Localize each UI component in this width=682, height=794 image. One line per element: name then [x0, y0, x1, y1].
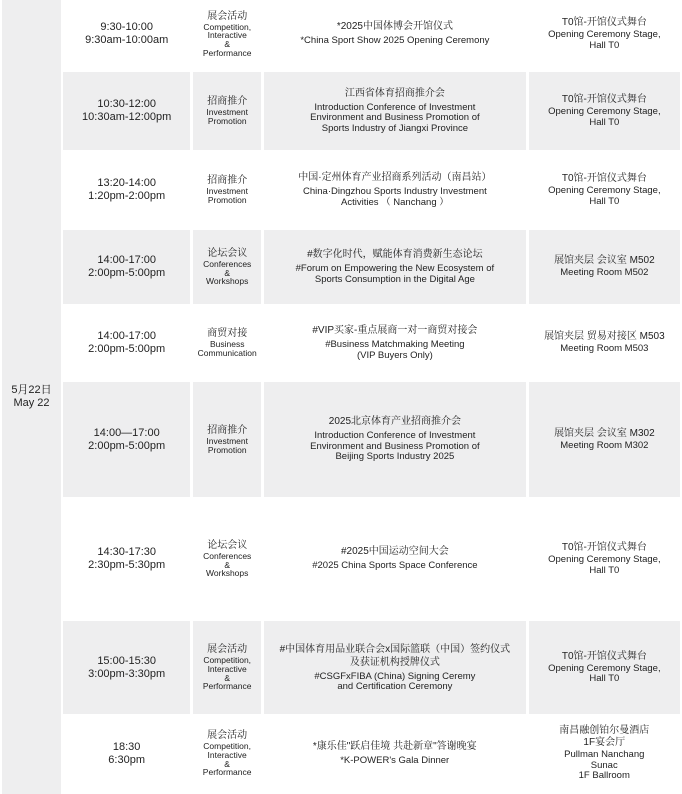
- date-en: May 22: [13, 397, 50, 409]
- venue-en-line: Pullman Nanchang Sunac: [564, 749, 645, 771]
- venue-cn: 展馆夹层 贸易对接区 M503: [544, 331, 665, 343]
- type-en-line: Performance: [202, 767, 252, 778]
- type-en-line: Promotion: [207, 116, 247, 126]
- time-24h: 10:30-12:00: [97, 98, 157, 110]
- event-en-line: Environment and Business Promotion of: [310, 112, 480, 124]
- time-12h: 3:00pm-3:30pm: [88, 667, 166, 680]
- event-cell: [264, 382, 526, 497]
- type-en-line: Investment: [206, 107, 248, 118]
- schedule-row: [63, 717, 680, 790]
- venue-cell: [529, 382, 680, 497]
- event-cn: *康乐佳"跃启佳境 共赴新章"答谢晚宴: [312, 740, 477, 752]
- venue-en-line: Opening Ceremony Stage,: [548, 662, 661, 674]
- time-12h: 1:20pm-2:00pm: [88, 190, 166, 202]
- time-cell: [63, 307, 190, 379]
- event-cn: 2025北京体育产业招商推介会: [328, 416, 462, 428]
- type-en-line: Investment: [206, 186, 248, 197]
- type-en-line: Competition,: [203, 655, 252, 666]
- time-cell: [63, 72, 190, 150]
- event-en-line: Sports Consumption in the Digital Age: [314, 273, 475, 285]
- time-cell: [63, 0, 190, 68]
- schedule-row: [63, 72, 680, 150]
- type-en-line: Investment: [206, 435, 248, 446]
- type-en-line: Promotion: [207, 195, 247, 205]
- type-en-line: Competition,: [203, 21, 252, 32]
- time-12h: 2:00pm-5:00pm: [88, 343, 166, 355]
- schedule-row: [63, 307, 680, 379]
- venue-cell: [529, 72, 680, 150]
- time-12h: 2:00pm-5:00pm: [88, 267, 166, 279]
- type-en-line: &: [224, 672, 230, 683]
- type-en-line: Promotion: [207, 444, 247, 455]
- type-en-line: Competition,: [203, 741, 251, 752]
- event-en-line: Introduction Conference of Investment: [314, 101, 476, 113]
- venue-en-line: Opening Ceremony Stage,: [548, 554, 661, 565]
- venue-cn: 展馆夹层 会议室 M502: [554, 255, 655, 267]
- time-12h: 9:30am-10:00am: [85, 34, 169, 46]
- event-en-line: #Forum on Empowering the New Ecosystem of: [295, 263, 495, 274]
- time-24h: 13:20-14:00: [97, 177, 157, 189]
- venue-cn: T0馆-开馆仪式舞台: [561, 173, 647, 184]
- type-en-line: Performance: [202, 47, 252, 58]
- event-en-line: Beijing Sports Industry 2025: [335, 451, 455, 463]
- event-en-line: Environment and Business Promotion of: [310, 440, 480, 452]
- type-cn: 论坛会议: [207, 248, 248, 260]
- venue-en-line: Hall T0: [589, 116, 620, 128]
- type-en-line: &: [224, 758, 230, 769]
- event-en-line: Activities （ Nanchang ）: [341, 196, 449, 208]
- type-cn: 论坛会议: [207, 540, 248, 552]
- event-en-line: *K-POWER's Gala Dinner: [340, 754, 450, 766]
- event-cn: #2025中国运动空间大会: [340, 546, 449, 558]
- time-24h: 14:00—17:00: [93, 426, 160, 439]
- time-12h: 2:30pm-5:30pm: [88, 559, 166, 571]
- event-cn: 中国·定州体育产业招商系列活动（南昌站）: [298, 172, 492, 183]
- event-cn: #数字化时代，赋能体育消费新生态论坛: [307, 249, 483, 260]
- venue-cell: [529, 717, 680, 790]
- event-en-line: and Certification Ceremony: [337, 681, 453, 692]
- event-cn: #VIP买家-重点展商一对一商贸对接会: [312, 325, 478, 336]
- venue-cn: T0馆-开馆仪式舞台: [561, 17, 647, 28]
- venue-cn: T0馆-开馆仪式舞台: [561, 94, 647, 105]
- venue-cn: T0馆-开馆仪式舞台: [561, 542, 647, 553]
- type-en-line: Interactive: [207, 749, 247, 760]
- time-24h: 9:30-10:00: [100, 21, 153, 33]
- venue-cn: 展馆夹层 会议室 M302: [554, 427, 655, 439]
- type-cell: [193, 153, 261, 227]
- schedule-row: [63, 621, 680, 714]
- type-cn: 商贸对接: [207, 328, 248, 340]
- venue-en-line: 1F Ballroom: [578, 770, 630, 782]
- venue-en-line: Hall T0: [589, 39, 620, 51]
- time-24h: 18:30: [112, 740, 141, 753]
- time-24h: 15:00-15:30: [97, 654, 157, 667]
- schedule-row: [63, 153, 680, 227]
- type-cell: [193, 230, 261, 304]
- event-cell: [264, 72, 526, 150]
- type-cell: [193, 500, 261, 618]
- type-en-line: Interactive: [207, 30, 247, 41]
- date-cn: 5月22日: [11, 384, 52, 396]
- schedule-row: [63, 382, 680, 497]
- time-cell: [63, 153, 190, 227]
- type-cn: 招商推介: [207, 96, 248, 108]
- type-cn: 展会活动: [207, 644, 248, 656]
- time-cell: [63, 500, 190, 618]
- schedule-row: [63, 500, 680, 618]
- event-en-line: #CSGFxFIBA (China) Signing Ceremy: [314, 670, 476, 682]
- venue-en-line: Meeting Room M502: [560, 267, 649, 279]
- time-24h: 14:00-17:00: [97, 254, 157, 266]
- venue-cn: 南昌融创铂尔曼酒店1F宴会厅: [559, 725, 650, 749]
- schedule-row: [63, 230, 680, 304]
- event-en-line: #Business Matchmaking Meeting: [325, 339, 465, 350]
- event-en-line: China·Dingzhou Sports Industry Investment: [303, 186, 487, 197]
- schedule-row: [63, 0, 680, 68]
- type-en-line: Business: [209, 339, 245, 350]
- type-cell: [193, 382, 261, 497]
- type-cell: [193, 621, 261, 714]
- type-cell: [193, 72, 261, 150]
- event-en-line: *China Sport Show 2025 Opening Ceremony: [300, 35, 490, 47]
- venue-en-line: Opening Ceremony Stage,: [548, 106, 661, 117]
- time-12h: 2:00pm-5:00pm: [88, 439, 166, 452]
- time-cell: [63, 382, 190, 497]
- type-cn: 展会活动: [207, 730, 248, 742]
- venue-cell: [529, 153, 680, 227]
- time-12h: 10:30am-12:00pm: [82, 111, 172, 123]
- date-cell: [2, 0, 61, 794]
- venue-en-line: Meeting Room M503: [560, 343, 649, 355]
- type-en-line: Workshops: [206, 568, 249, 579]
- type-cn: 招商推介: [207, 175, 248, 187]
- event-cell: [264, 621, 526, 714]
- event-cell: [264, 153, 526, 227]
- type-en-line: &: [224, 39, 231, 49]
- time-cell: [63, 717, 190, 790]
- venue-cell: [529, 621, 680, 714]
- venue-en-line: Meeting Room M302: [560, 439, 649, 451]
- event-cn: *2025中国体博会开馆仪式: [336, 21, 453, 33]
- venue-en-line: Hall T0: [589, 195, 620, 207]
- time-24h: 14:30-17:30: [97, 546, 157, 558]
- type-en-line: Conferences: [203, 551, 252, 562]
- type-en-line: Workshops: [206, 276, 249, 287]
- venue-cn: T0馆-开馆仪式舞台: [561, 650, 647, 662]
- time-cell: [63, 621, 190, 714]
- event-cell: [264, 307, 526, 379]
- type-cell: [193, 307, 261, 379]
- type-en-line: Performance: [202, 681, 252, 692]
- type-en-line: &: [224, 559, 231, 570]
- type-en-line: Interactive: [207, 663, 247, 674]
- type-en-line: &: [224, 267, 231, 278]
- venue-en-line: Hall T0: [589, 564, 620, 576]
- time-24h: 14:00-17:00: [97, 330, 157, 342]
- venue-en-line: Hall T0: [589, 673, 620, 684]
- event-cell: [264, 717, 526, 790]
- venue-en-line: Opening Ceremony Stage,: [548, 185, 661, 196]
- venue-cell: [529, 307, 680, 379]
- type-cell: [193, 717, 261, 790]
- event-cell: [264, 0, 526, 68]
- event-en-line: Introduction Conference of Investment: [314, 430, 476, 442]
- venue-cell: [529, 500, 680, 618]
- type-en-line: Conferences: [203, 259, 252, 270]
- venue-cell: [529, 230, 680, 304]
- event-en-line: Sports Industry of Jiangxi Province: [321, 122, 469, 134]
- type-cn: 招商推介: [207, 424, 248, 436]
- venue-cell: [529, 0, 680, 68]
- event-cn: 江西省体育招商推介会: [344, 87, 445, 99]
- type-cn: 展会活动: [207, 10, 248, 22]
- time-cell: [63, 230, 190, 304]
- time-12h: 6:30pm: [108, 753, 145, 766]
- event-cell: [264, 500, 526, 618]
- event-cn: #中国体育用品业联合会x国际篮联（中国）签约仪式及获证机构授牌仪式: [279, 643, 511, 668]
- type-en-line: Communication: [197, 348, 257, 358]
- event-cell: [264, 230, 526, 304]
- venue-en-line: Opening Ceremony Stage,: [548, 29, 661, 40]
- type-cell: [193, 0, 261, 68]
- event-en-line: (VIP Buyers Only): [356, 349, 433, 361]
- event-en-line: #2025 China Sports Space Conference: [312, 560, 478, 572]
